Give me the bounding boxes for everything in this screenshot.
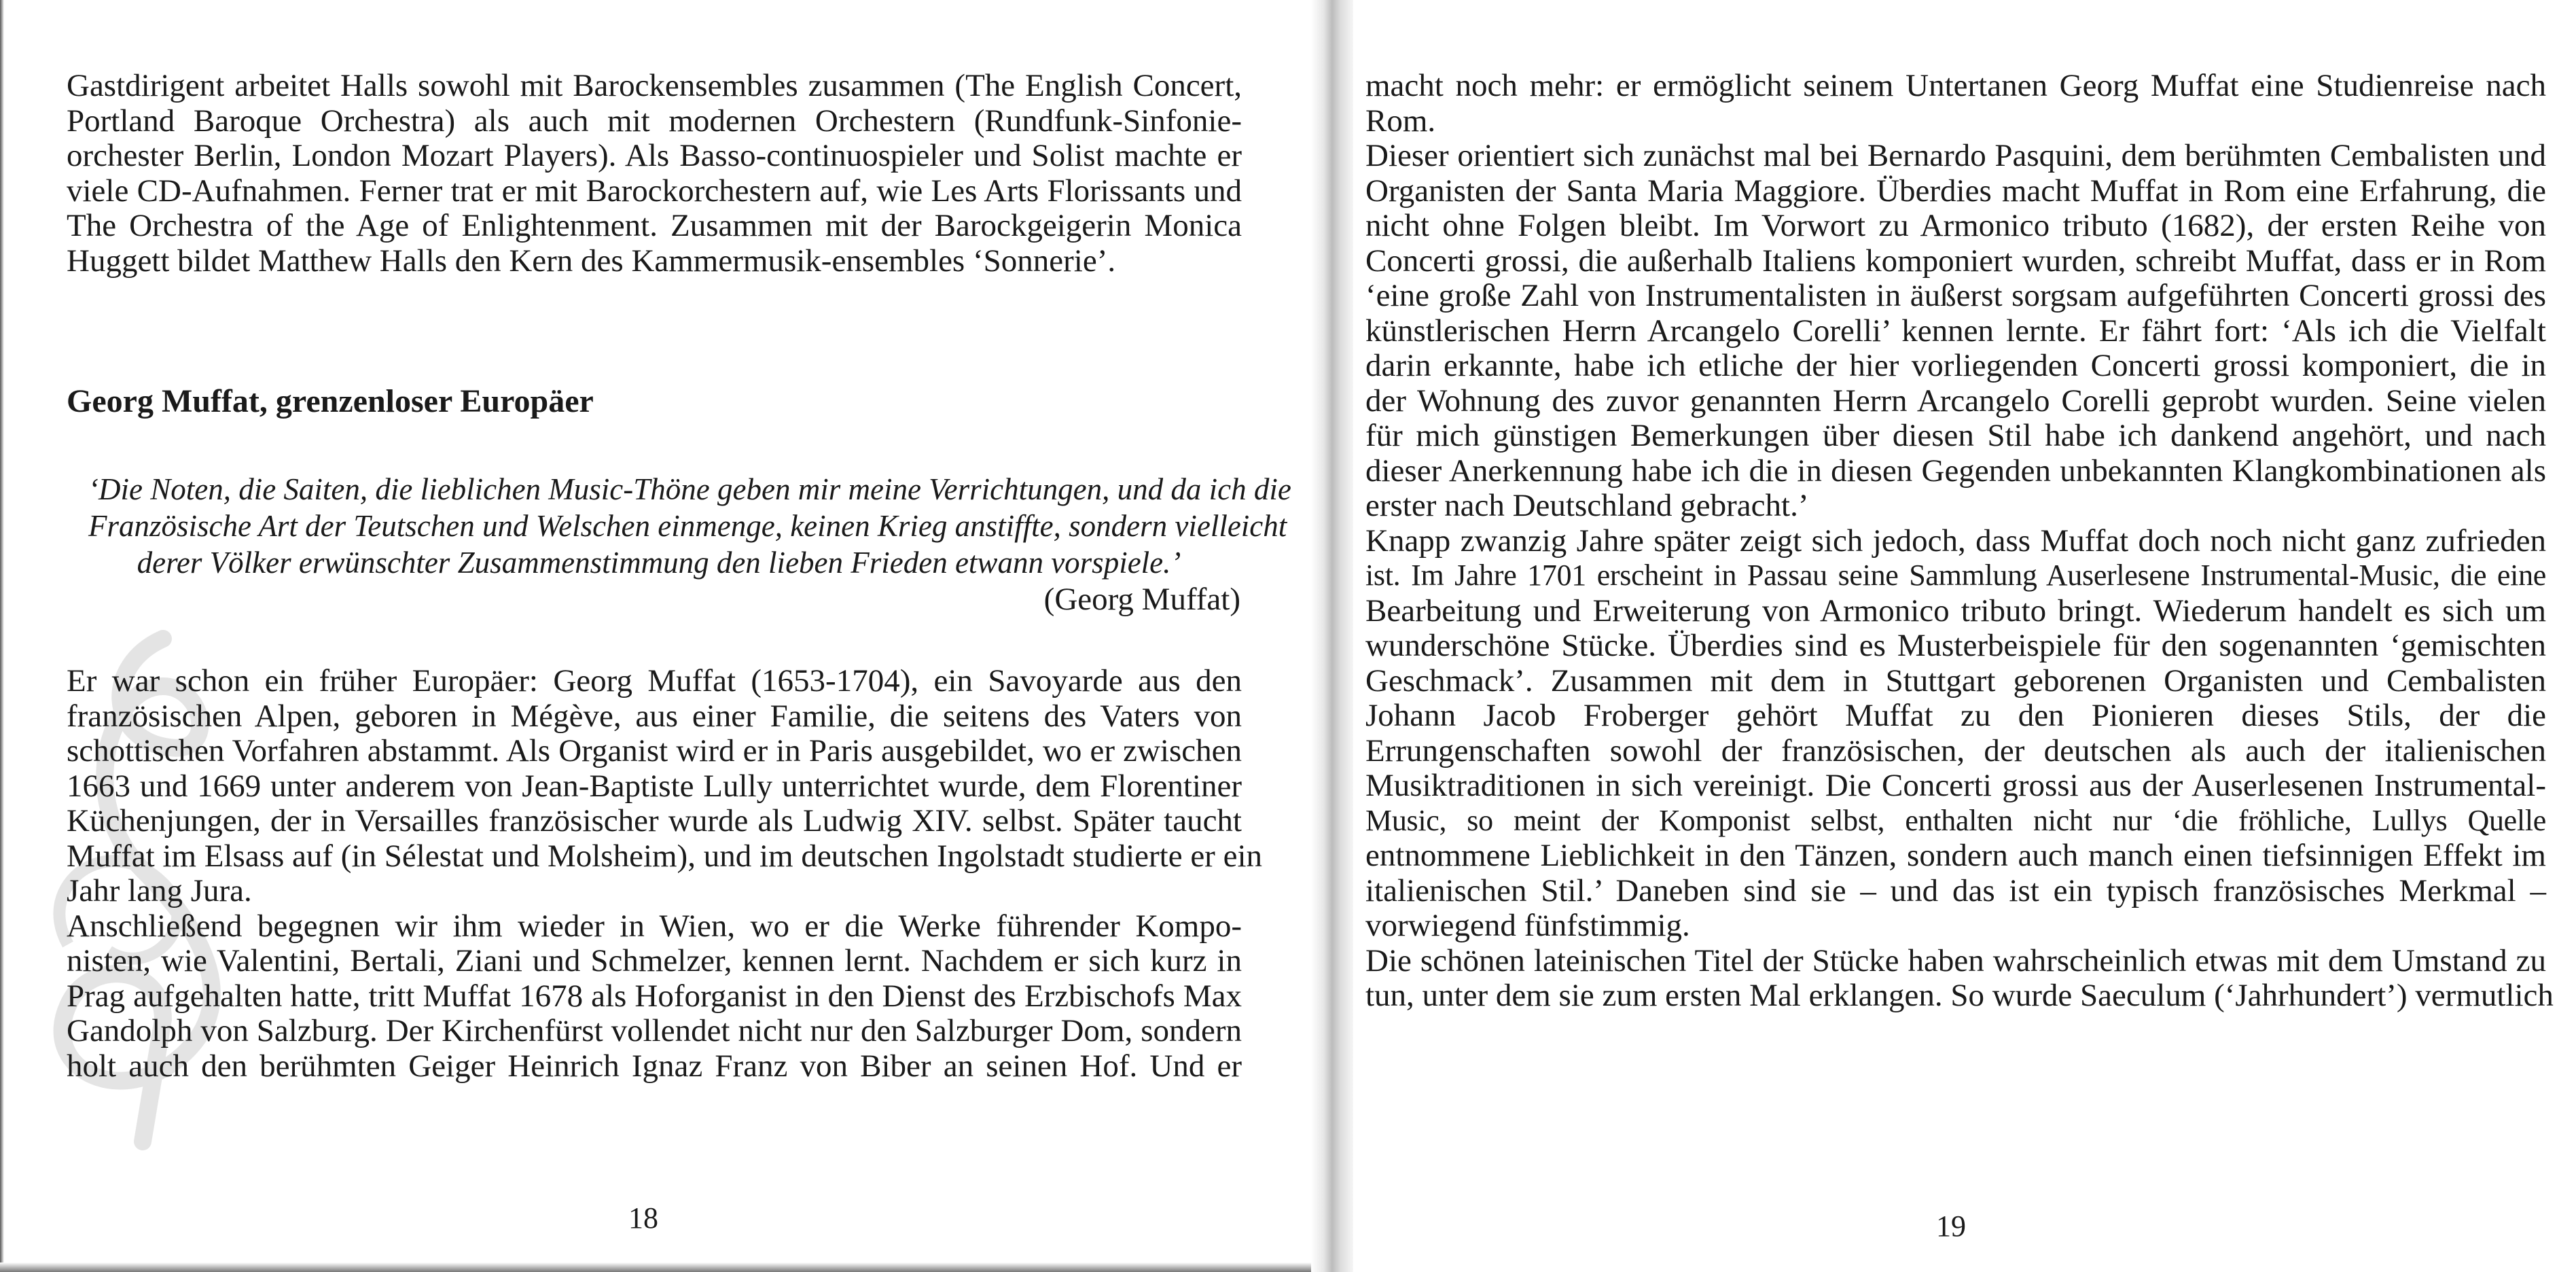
page-number-left: 18 — [628, 1201, 658, 1235]
right-body-line: ist. Im Jahre 1701 erscheint in Passau seine Sammlung Auserlesene Instrumental-Music, die eine — [1365, 559, 2546, 592]
right-body-line: Knapp zwanzig Jahre später zeigt sich jedoch, dass Muffat doch noch nicht ganz zufrieden — [1365, 523, 2546, 559]
right-body-line: Concerti grossi, die außerhalb Italiens komponiert wurden, schreibt Muffat, dass er in Rom — [1365, 243, 2546, 279]
right-body-line: tun, unter dem sie zum ersten Mal erklangen. So wurde Saeculum (‘Jahrhundert’) vermutlich — [1365, 978, 2554, 1013]
right-body-line: Music, so meint der Komponist selbst, enthalten nicht nur ‘die fröhliche, Lullys Quelle — [1365, 803, 2546, 837]
left-body-line: 1663 und 1669 unter anderem von Jean-Baptiste Lully unterrichtet wurde, dem Florentiner — [67, 768, 1242, 804]
left-intro-line: viele CD-Aufnahmen. Ferner trat er mit Barockorchestern auf, wie Les Arts Florissants und — [67, 173, 1242, 209]
right-body-line: künstlerischen Herrn Arcangelo Corelli’ kennen lernte. Er fährt fort: ‘Als ich die Vielfalt — [1365, 313, 2546, 349]
right-body-line: vorwiegend fünfstimmig. — [1365, 908, 1690, 943]
page-edge-shadow — [0, 0, 4, 1272]
left-body-line: holt auch den berühmten Geiger Heinrich Ignaz Franz von Biber an seinen Hof. Und er — [67, 1048, 1242, 1084]
left-body-line: Küchenjungen, der in Versailles französischer wurde als Ludwig XIV. selbst. Später taucht — [67, 803, 1242, 838]
left-body-line: Prag aufgehalten hatte, tritt Muffat 1678 als Hoforganist in den Dienst des Erzbischofs Max — [67, 978, 1242, 1014]
left-body-line: französischen Alpen, geboren in Mégève, aus einer Familie, die seitens des Vaters von — [67, 699, 1242, 734]
left-body-line: nisten, wie Valentini, Bertali, Ziani und Schmelzer, kennen lernt. Nachdem er sich kurz in — [67, 943, 1242, 978]
right-body-line: nicht ohne Folgen bleibt. Im Vorwort zu Armonico tributo (1682), der ersten Reihe von — [1365, 208, 2546, 243]
right-body-line: Die schönen lateinischen Titel der Stücke haben wahrscheinlich etwas mit dem Umstand zu — [1365, 942, 2546, 978]
right-body-line: für mich günstigen Bemerkungen über diesen Stil habe ich dankend angehört, und nach — [1365, 418, 2546, 453]
right-body-line: Errungenschaften sowohl der französischen, der deutschen als auch der italienischen — [1365, 732, 2546, 768]
quote-line: ‘Die Noten, die Saiten, die lieblichen Music-Thöne geben mir meine Verrichtungen, und da ich die — [88, 472, 1291, 506]
quote-line: Französische Art der Teutschen und Welschen einmenge, keinen Krieg anstiffte, sondern vielleicht — [88, 509, 1287, 543]
right-body-line: italienischen Stil.’ Daneben sind sie – und das ist ein typisch französisches Merkmal – — [1365, 872, 2546, 908]
left-body-line: Er war schon ein früher Europäer: Georg Muffat (1653-1704), ein Savoyarde aus den — [67, 663, 1242, 699]
right-body-line: wunderschöne Stücke. Überdies sind es Musterbeispiele für den sogenannten ‘gemischten — [1365, 628, 2546, 663]
left-intro-line: The Orchestra of the Age of Enlightenment. Zusammen mit der Barockgeigerin Monica — [67, 208, 1242, 243]
right-body-line: Dieser orientiert sich zunächst mal bei Bernardo Pasquini, dem berühmten Cembalisten und — [1365, 138, 2546, 173]
left-intro-line: orchester Berlin, London Mozart Players). Als Basso-continuospieler und Solist machte er — [67, 138, 1242, 173]
left-body-line: Gandolph von Salzburg. Der Kirchenfürst vollendet nicht nur den Salzburger Dom, sondern — [67, 1013, 1242, 1048]
right-body-line: entnommene Lieblichkeit in den Tänzen, sondern auch manch einen tiefsinnigen Effekt im — [1365, 838, 2546, 873]
book-gutter — [1311, 0, 1353, 1272]
right-body-line: Rom. — [1365, 103, 1436, 139]
section-heading: Georg Muffat, grenzenloser Europäer — [67, 383, 594, 419]
right-body-line: Organisten der Santa Maria Maggiore. Überdies macht Muffat in Rom eine Erfahrung, die — [1365, 173, 2546, 209]
left-body-line: schottischen Vorfahren abstammt. Als Organist wird er in Paris ausgebildet, wo er zwischen — [67, 733, 1242, 768]
right-body-line: Geschmack’. Zusammen mit dem in Stuttgart geborenen Organisten und Cembalisten — [1365, 662, 2546, 699]
quote-line: derer Völker erwünschter Zusammenstimmung den lieben Frieden etwann vorspiele.’ — [137, 546, 1181, 580]
bottom-edge-shadow — [0, 1262, 1311, 1272]
right-body-line: ‘eine große Zahl von Instrumentalisten in äußerst sorgsam aufgeführten Concerti grossi des — [1365, 278, 2546, 313]
right-body-line: Musiktraditionen in sich vereinigt. Die Concerti grossi aus der Auserlesenen Instrumental- — [1365, 768, 2546, 803]
left-body-line: Anschließend begegnen wir ihm wieder in Wien, wo er die Werke führender Kompo- — [67, 908, 1242, 944]
left-body-line: Muffat im Elsass auf (in Sélestat und Molsheim), und im deutschen Ingolstadt studierte er ein — [67, 838, 1262, 874]
right-body-line: Johann Jacob Froberger gehört Muffat zu den Pionieren dieses Stils, der die — [1365, 698, 2546, 733]
left-intro-line: Huggett bildet Matthew Halls den Kern des Kammermusik-ensembles ‘Sonnerie’. — [67, 243, 1116, 279]
page-number-right: 19 — [1936, 1209, 1966, 1243]
right-body-line: der Wohnung des zuvor genannten Herrn Arcangelo Corelli geprobt wurden. Seine vielen — [1365, 383, 2546, 419]
left-intro-line: Gastdirigent arbeitet Halls sowohl mit Barockensembles zusammen (The English Concert, — [67, 68, 1242, 103]
right-body-line: darin erkannte, habe ich etliche der hier vorliegenden Concerti grossi komponiert, die in — [1365, 348, 2546, 383]
quote-attribution: (Georg Muffat) — [1043, 582, 1240, 617]
right-body-line: erster nach Deutschland gebracht.’ — [1365, 488, 1809, 523]
right-body-line: Bearbeitung und Erweiterung von Armonico tributo bringt. Wiederum handelt es sich um — [1365, 593, 2546, 629]
left-intro-line: Portland Baroque Orchestra) als auch mit modernen Orchestern (Rundfunk-Sinfonie- — [67, 103, 1242, 139]
right-body-line: dieser Anerkennung habe ich die in diesen Gegenden unbekannten Klangkombinationen als — [1365, 453, 2546, 489]
right-body-line: macht noch mehr: er ermöglicht seinem Untertanen Georg Muffat eine Studienreise nach — [1365, 68, 2546, 103]
left-body-line: Jahr lang Jura. — [67, 873, 252, 908]
